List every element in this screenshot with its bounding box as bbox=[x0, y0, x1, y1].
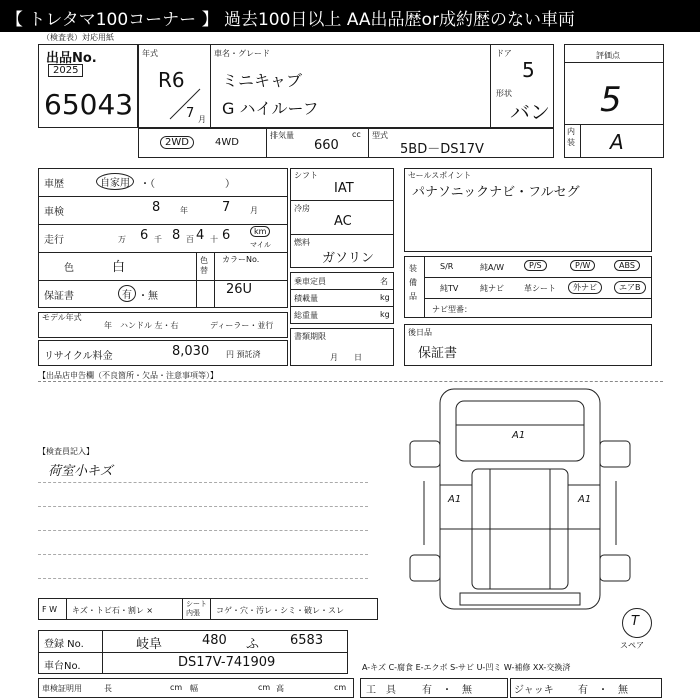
month-unit: 月 bbox=[198, 115, 206, 124]
mileage-d3: 4 bbox=[196, 228, 205, 243]
car-diagram bbox=[400, 385, 640, 625]
recycle-amount: 8,030 bbox=[172, 344, 210, 359]
navi-label: ナビ型番： bbox=[432, 305, 472, 314]
inspection-label: 車検 bbox=[44, 207, 64, 218]
type-label: 型式 bbox=[372, 131, 388, 140]
seat-text: コゲ・穴・汚レ・シミ・破レ・スレ bbox=[216, 606, 344, 615]
dim-width: 幅 bbox=[190, 684, 198, 693]
after-label: 後日品 bbox=[408, 328, 432, 337]
displacement: 660 bbox=[314, 138, 339, 153]
mileage-sep3: 十 bbox=[210, 235, 218, 244]
model-label: 車名・グレード bbox=[214, 49, 270, 58]
displacement-label: 排気量 bbox=[270, 131, 294, 140]
dealer: ディーラー・並行 bbox=[210, 321, 274, 330]
history-rest: ・（ ） bbox=[140, 179, 235, 190]
gross-unit: kg bbox=[380, 310, 390, 319]
history-label: 車歴 bbox=[44, 179, 64, 190]
recycle-unit: 円 預託済 bbox=[226, 350, 261, 359]
body-type: バン bbox=[510, 100, 550, 124]
color-no: 26U bbox=[226, 282, 253, 297]
reg-num: 6583 bbox=[290, 633, 324, 648]
warranty-no: ・無 bbox=[138, 291, 158, 302]
reg-label: 登録 No. bbox=[44, 639, 84, 650]
dim-cm2: cm bbox=[258, 683, 271, 692]
equip-ps: P/S bbox=[524, 260, 547, 271]
damage-mark-front: A1 bbox=[512, 430, 526, 441]
mileage-mile: マイル bbox=[250, 241, 271, 249]
warranty-label: 保証書 bbox=[44, 291, 74, 302]
equip-sr: S/R bbox=[440, 262, 454, 271]
reg-kana: ふ bbox=[246, 637, 260, 652]
mileage-km: km bbox=[250, 226, 270, 237]
load-label: 積載量 bbox=[294, 294, 318, 303]
grade: G ハイルーフ bbox=[222, 99, 319, 118]
model-code: 5BD－DS17V bbox=[400, 142, 484, 157]
color-no-label: カラーNo. bbox=[222, 255, 260, 264]
equip-tv: 純TV bbox=[440, 284, 459, 293]
seat-label: シート内張 bbox=[186, 600, 207, 617]
fw-label: F W bbox=[42, 605, 58, 614]
sales-label: セールスポイント bbox=[408, 171, 472, 180]
inspection-year: 8 bbox=[152, 200, 161, 215]
dim-length: 長 bbox=[104, 684, 112, 693]
doors-label: ドア bbox=[496, 49, 512, 58]
capacity-unit: 名 bbox=[380, 277, 388, 286]
mileage-label: 走行 bbox=[44, 235, 64, 246]
form-note: （検査表）対応用紙 bbox=[42, 33, 114, 42]
lot-label: 出品No. bbox=[46, 51, 97, 66]
tools-label: 工 具 bbox=[366, 685, 396, 696]
tools-value: 有 ・ 無 bbox=[422, 685, 472, 696]
chassis-label: 車台No. bbox=[44, 661, 81, 672]
dim-cm1: cm bbox=[170, 683, 183, 692]
shift-value: IAT bbox=[334, 181, 354, 196]
equip-navi: 純ナビ bbox=[480, 284, 504, 293]
equip-pw: P/W bbox=[570, 260, 595, 271]
fuel-value: ガソリン bbox=[322, 251, 375, 266]
spare-label: スペア bbox=[620, 641, 644, 650]
inspector-label: 【検査員記入】 bbox=[38, 447, 94, 456]
docs-unit: 月 日 bbox=[330, 353, 362, 362]
cert-label: 車検証明用 bbox=[42, 684, 82, 693]
mileage-man: 万 bbox=[118, 235, 126, 244]
after-item: 保証書 bbox=[418, 346, 458, 361]
mileage-sep1: 千 bbox=[154, 235, 162, 244]
drive-4wd: 4WD bbox=[215, 137, 239, 148]
equip-aw: 純A/W bbox=[480, 263, 505, 272]
handle: ハンドル 左・右 bbox=[120, 321, 179, 330]
capacity-label: 乗車定員 bbox=[294, 277, 326, 286]
score-label: 評価点 bbox=[596, 51, 620, 60]
spec-box bbox=[138, 128, 554, 158]
mileage-d4: 6 bbox=[222, 228, 231, 243]
docs-label: 書類期限 bbox=[294, 332, 326, 341]
lot-number: 65043 bbox=[44, 88, 134, 121]
seller-notes-label: 【出品店申告欄（不良箇所・欠品・注意事項等）】 bbox=[38, 371, 218, 380]
body-label: 形状 bbox=[496, 89, 512, 98]
shift-label: シフト bbox=[294, 171, 318, 180]
color-label: 色 bbox=[64, 263, 74, 274]
mileage-sep2: 百 bbox=[186, 235, 194, 244]
fw-text: キズ・トビ石・割レ × bbox=[72, 606, 154, 615]
sales-point: パナソニックナビ・フルセグ bbox=[412, 185, 580, 200]
month-unit-2: 月 bbox=[250, 206, 258, 215]
chassis-number: DS17V-741909 bbox=[178, 655, 276, 670]
equip-airbag: エアB bbox=[614, 281, 646, 294]
history-value: 自家用 bbox=[96, 173, 134, 190]
model-year-unit: 年 bbox=[104, 321, 112, 330]
era: R6 bbox=[158, 68, 185, 92]
mileage-d2: 8 bbox=[172, 228, 181, 243]
dim-height: 高 bbox=[276, 684, 284, 693]
lot-year-stamp: 2025 bbox=[48, 64, 83, 77]
interior-label: 内装 bbox=[567, 127, 575, 147]
cc-unit: cc bbox=[352, 130, 361, 139]
reg-city: 岐阜 bbox=[136, 637, 163, 652]
equip-abs: ABS bbox=[614, 260, 640, 271]
reg-class: 480 bbox=[202, 633, 227, 648]
inspector-note: 荷室小キズ bbox=[48, 464, 113, 479]
damage-mark-right: A1 bbox=[578, 494, 592, 505]
year-label: 年式 bbox=[142, 49, 158, 58]
color-change: 色替 bbox=[200, 256, 208, 275]
dim-cm3: cm bbox=[334, 683, 347, 692]
color-value: 白 bbox=[112, 260, 126, 275]
jack-label: ジャッキ bbox=[514, 685, 554, 696]
damage-legend: A-キズ C-腐食 E-エクボ S-サビ U-凹ミ W-補修 XX-交換済 bbox=[362, 663, 571, 672]
damage-mark-left: A1 bbox=[448, 494, 462, 505]
ac-label: 冷房 bbox=[294, 204, 310, 213]
recycle-label: リサイクル料金 bbox=[44, 351, 113, 362]
equip-label: 装備品 bbox=[409, 264, 417, 301]
spare-mark: T bbox=[631, 614, 639, 629]
jack-value: 有 ・ 無 bbox=[578, 685, 628, 696]
header-title: 【 トレタマ100コーナー 】 過去100日以上 AA出品歴or成約歴のない車両 bbox=[6, 10, 575, 30]
doors: 5 bbox=[522, 58, 535, 82]
drive-2wd: 2WD bbox=[160, 136, 194, 149]
fuel-label: 燃料 bbox=[294, 238, 310, 247]
model-name: ミニキャブ bbox=[222, 71, 303, 90]
equip-leather: 革シート bbox=[524, 284, 556, 293]
ac-value: AC bbox=[334, 214, 352, 229]
gross-label: 総重量 bbox=[294, 311, 318, 320]
equip-extnavi: 外ナビ bbox=[568, 281, 602, 294]
month: 7 bbox=[186, 106, 195, 121]
year-unit: 年 bbox=[180, 206, 188, 215]
warranty-yes: 有 bbox=[118, 285, 136, 302]
interior-grade: A bbox=[610, 130, 624, 154]
score-value: 5 bbox=[600, 80, 622, 120]
model-year-label: モデル年式 bbox=[42, 313, 82, 322]
mileage-d1: 6 bbox=[140, 228, 149, 243]
load-unit: kg bbox=[380, 293, 390, 302]
inspection-month: 7 bbox=[222, 200, 231, 215]
